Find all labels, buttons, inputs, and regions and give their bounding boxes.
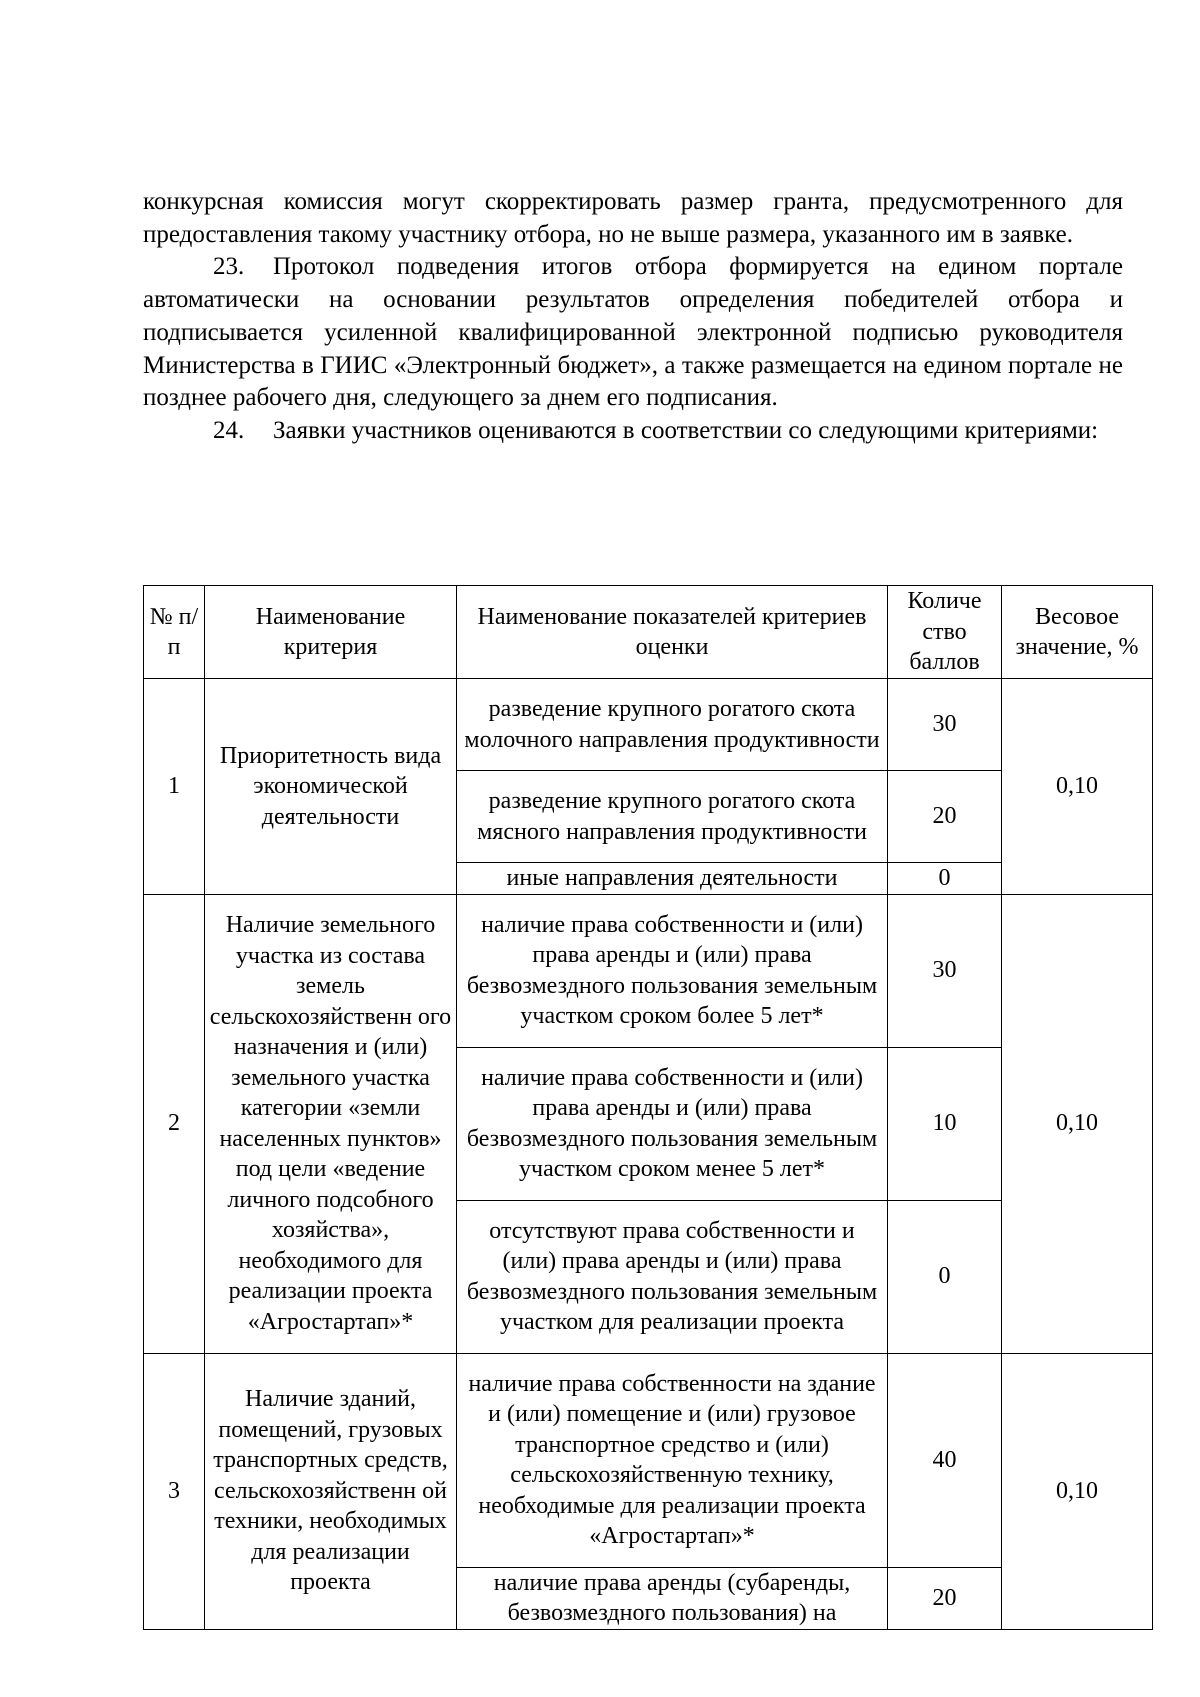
row-num: 1	[144, 679, 205, 895]
paragraph-23-text: Протокол подведения итогов отбора формируется на едином портале автоматически на основании результатов определения победителей отбора и подписывается усиленной квалифицированной электронной подписью руководителя Министерства в ГИИС «Электронный бюджет», а также размещается на едином портале не позднее рабочего дня, следующего за днем его подписания.	[143, 253, 1123, 412]
table-header-row	[144, 586, 1153, 679]
paragraph-24-text: Заявки участников оцениваются в соответствии со следующими критериями:	[273, 416, 1099, 444]
row-indicator: наличие права аренды (субаренды, безвозмездного пользования) на	[457, 1567, 888, 1629]
row-points: 0	[888, 863, 1002, 895]
paragraph-23	[143, 251, 1123, 415]
row-indicator: разведение крупного рогатого скота молочного направления продуктивности	[457, 679, 888, 771]
row-indicator: наличие права собственности и (или) права аренды и (или) права безвозмездного пользования земельным участком сроком менее 5 лет*	[457, 1047, 888, 1200]
row-points: 30	[888, 894, 1002, 1047]
paragraph-24	[143, 415, 1123, 448]
paragraph-23-number: 23.	[213, 253, 245, 281]
row-weight: 0,10	[1002, 1353, 1153, 1629]
header-criterion: Наименование критерия	[205, 586, 457, 679]
row-points: 20	[888, 771, 1002, 863]
table-row	[144, 894, 1153, 1047]
row-weight: 0,10	[1002, 679, 1153, 895]
row-weight: 0,10	[1002, 894, 1153, 1353]
table-row	[144, 1353, 1153, 1567]
criteria-table	[143, 585, 1153, 1630]
header-points: Количе ство баллов	[888, 586, 1002, 679]
row-criterion: Наличие земельного участка из состава земель сельскохозяйственн ого назначения и (или) земельного участка категории «земли населенных пунктов» под цели «ведение личного подсобного хозяйства», необходимого для реализации проекта «Агростартап»*	[205, 894, 457, 1353]
row-indicator: наличие права собственности и (или) права аренды и (или) права безвозмездного пользования земельным участком сроком более 5 лет*	[457, 894, 888, 1047]
row-num: 2	[144, 894, 205, 1353]
table-row	[144, 679, 1153, 771]
paragraph-continuation: конкурсная комиссия могут скорректировать размер гранта, предусмотренного для предоставления такому участнику отбора, но не выше размера, указанного им в заявке.	[143, 188, 1123, 248]
header-indicators: Наименование показателей критериев оценки	[457, 586, 888, 679]
row-indicator: наличие права собственности на здание и (или) помещение и (или) грузовое транспортное средство и (или) сельскохозяйственную технику, необходимые для реализации проекта «Агростартап»*	[457, 1353, 888, 1567]
header-num: № п/п	[144, 586, 205, 679]
row-criterion: Приоритетность вида экономической деятельности	[205, 679, 457, 895]
row-points: 40	[888, 1353, 1002, 1567]
row-points: 10	[888, 1047, 1002, 1200]
row-indicator: отсутствуют права собственности и (или) права аренды и (или) права безвозмездного пользования земельным участком для реализации проекта	[457, 1200, 888, 1353]
row-points: 30	[888, 679, 1002, 771]
row-criterion: Наличие зданий, помещений, грузовых транспортных средств, сельскохозяйственн ой техники, необходимых для реализации проекта	[205, 1353, 457, 1629]
row-points: 0	[888, 1200, 1002, 1353]
row-points: 20	[888, 1567, 1002, 1629]
header-weight: Весовое значение, %	[1002, 586, 1153, 679]
paragraph-24-number: 24.	[213, 416, 245, 444]
row-indicator: иные направления деятельности	[457, 863, 888, 895]
row-indicator: разведение крупного рогатого скота мясного направления продуктивности	[457, 771, 888, 863]
body-text	[143, 186, 1123, 448]
row-num: 3	[144, 1353, 205, 1629]
